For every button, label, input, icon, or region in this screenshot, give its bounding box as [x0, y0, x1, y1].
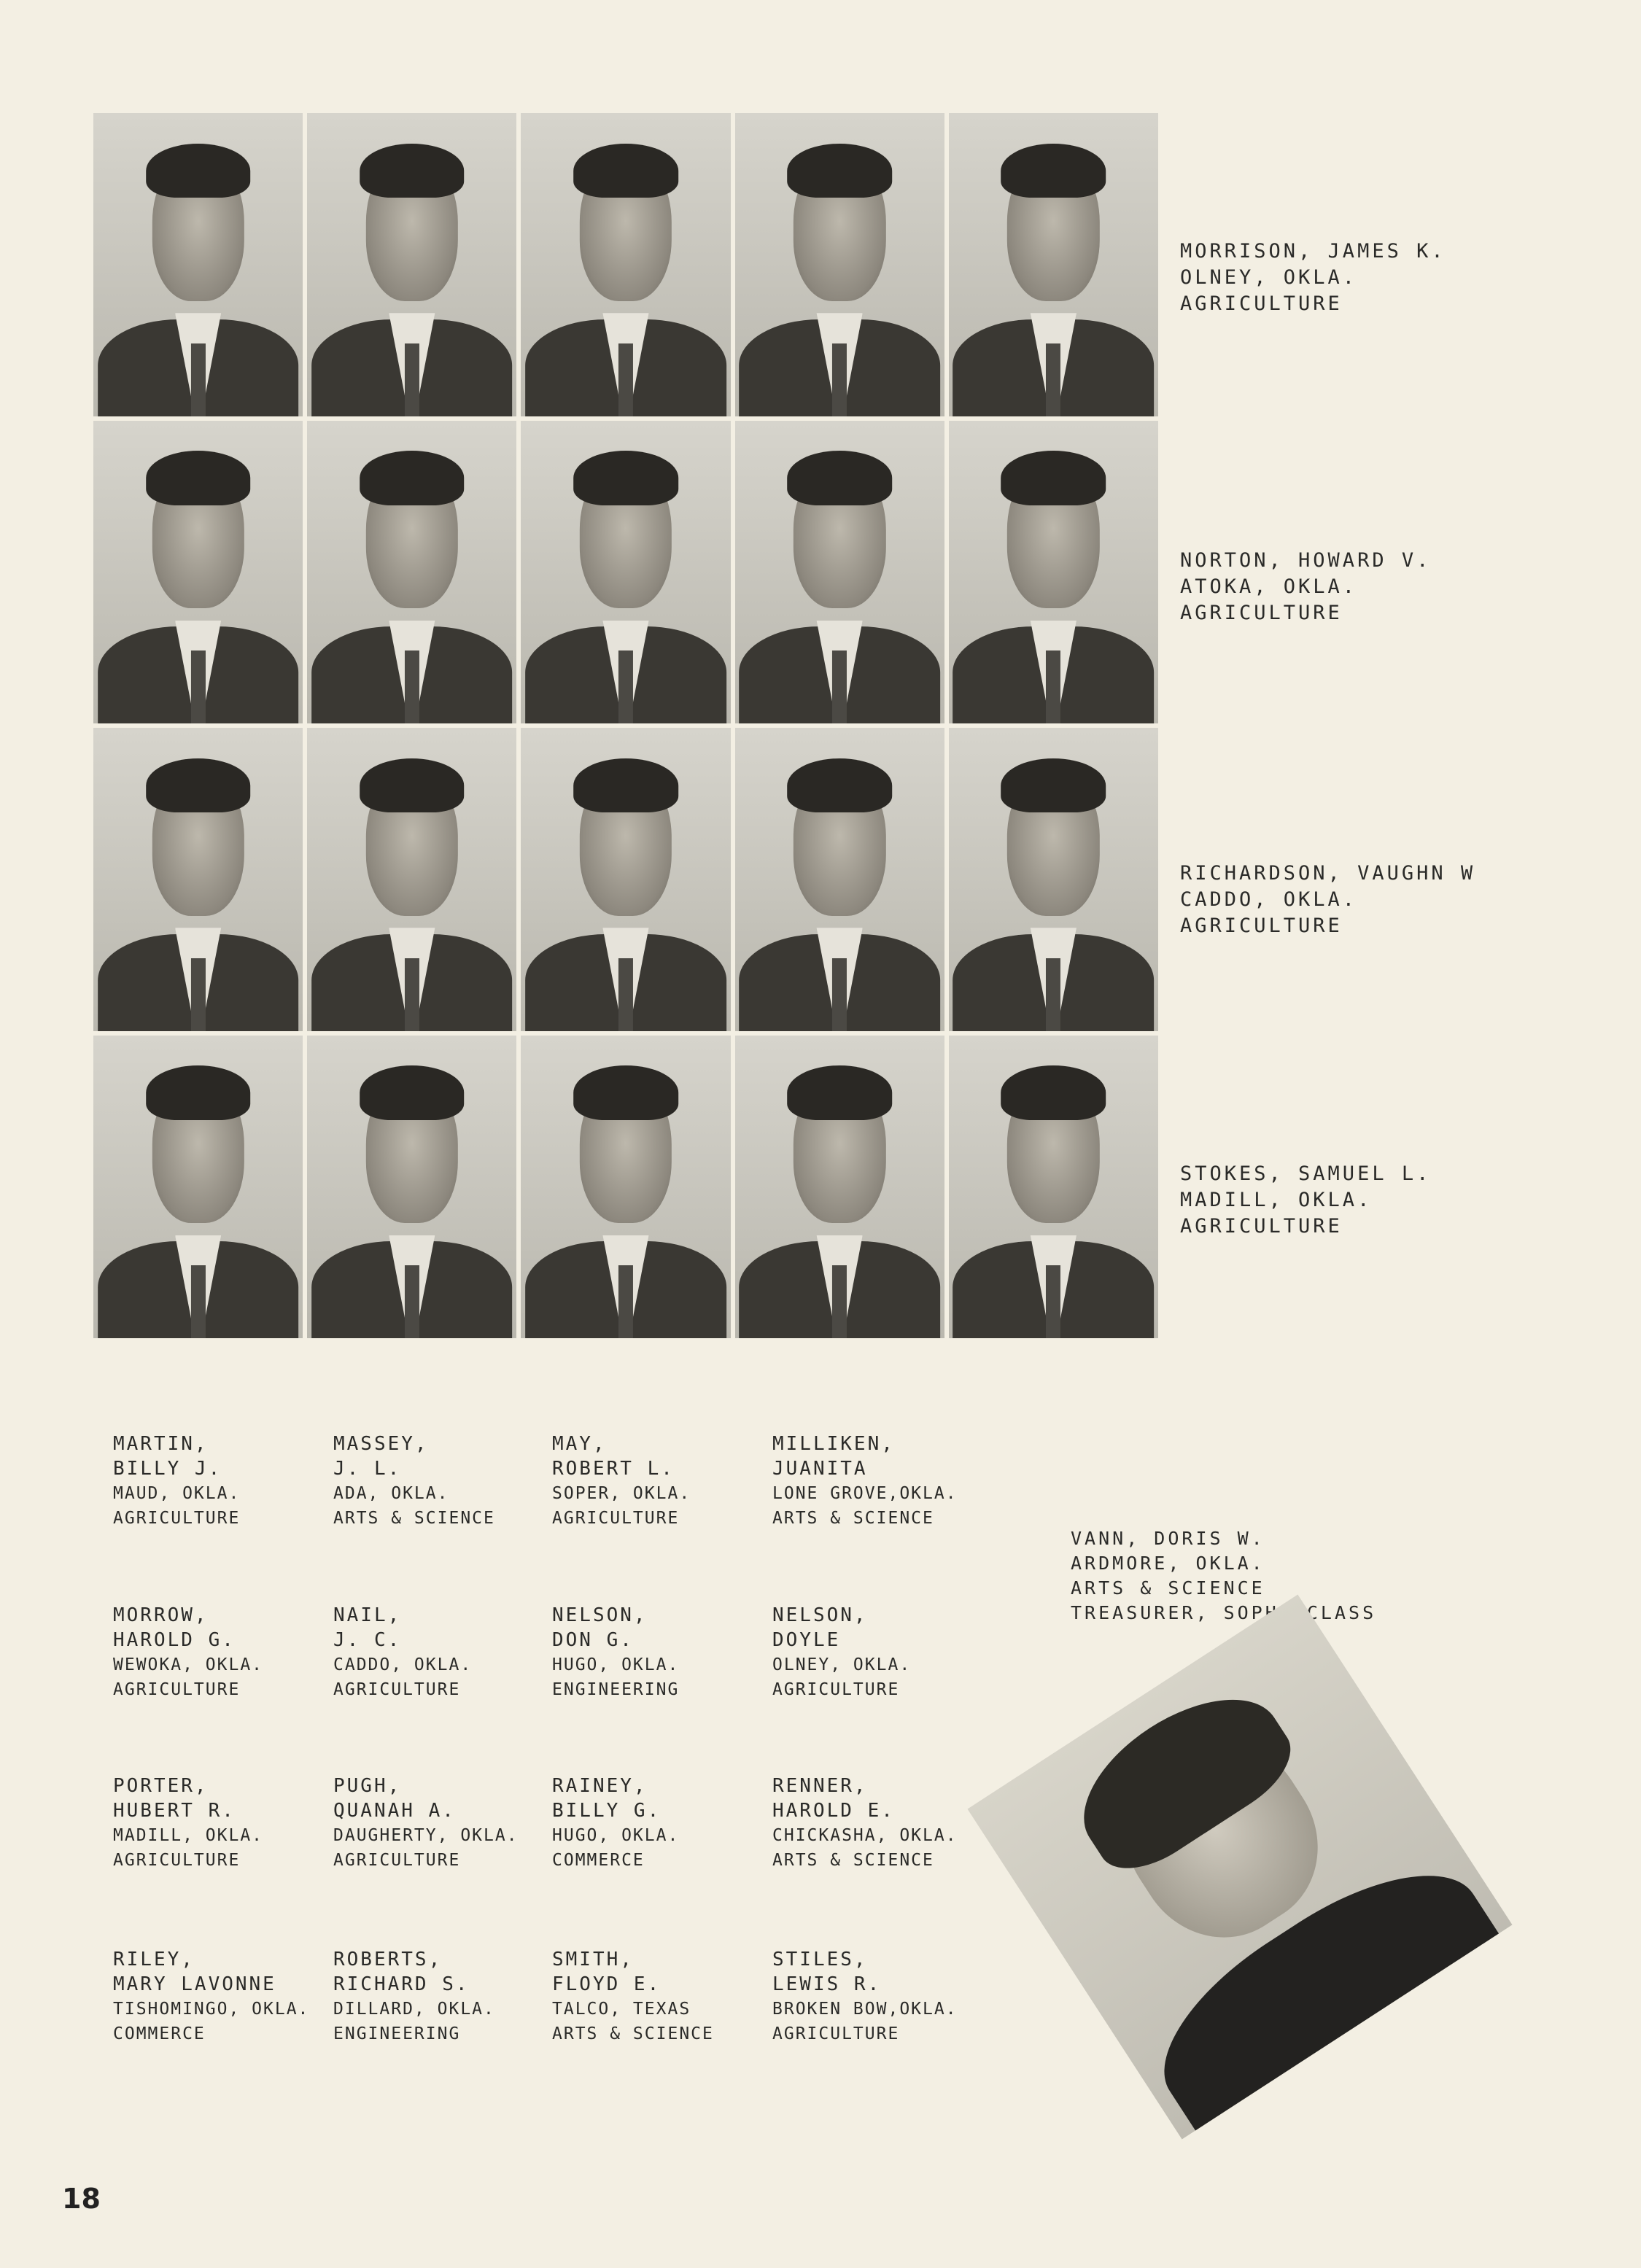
name-entry-last: PORTER,: [113, 1775, 209, 1797]
portrait-tie: [191, 958, 206, 1031]
name-entry: [772, 1774, 958, 1873]
name-entry-hometown: HUGO, OKLA.: [552, 1655, 680, 1674]
name-entry-hometown: LONE GROVE,OKLA.: [772, 1484, 958, 1503]
portrait-tie: [405, 343, 419, 416]
row-caption: [1180, 238, 1446, 317]
portrait-hair: [787, 451, 892, 505]
row-caption-name: MORRISON, JAMES K.: [1180, 240, 1446, 263]
portrait-photo: [949, 1036, 1158, 1339]
row-caption-field: AGRICULTURE: [1180, 292, 1343, 315]
portrait-hair: [360, 451, 465, 505]
name-entry-first: HUBERT R.: [113, 1800, 236, 1822]
name-entry-field: AGRICULTURE: [113, 1851, 241, 1870]
portrait-tie: [618, 958, 633, 1031]
name-entry-last: RAINEY,: [552, 1775, 648, 1797]
name-entry-hometown: SOPER, OKLA.: [552, 1484, 691, 1503]
row-caption-name: STOKES, SAMUEL L.: [1180, 1162, 1432, 1185]
portrait-photo: [307, 421, 516, 724]
portrait-photo: [735, 1036, 944, 1339]
row-caption-field: AGRICULTURE: [1180, 914, 1343, 937]
portrait-hair: [360, 758, 465, 813]
name-entry-first: FLOYD E.: [552, 1973, 662, 1995]
row-caption-name: RICHARDSON, VAUGHN W: [1180, 862, 1476, 885]
portrait-photo: [521, 113, 730, 416]
name-entry-last: STILES,: [772, 1949, 868, 1970]
portrait-tie: [191, 1265, 206, 1338]
name-entry-hometown: HUGO, OKLA.: [552, 1826, 680, 1845]
row-caption: [1180, 548, 1431, 626]
name-entry: [333, 1432, 495, 1531]
portrait-hair: [1001, 1065, 1106, 1120]
portrait-tie: [405, 958, 419, 1031]
portrait-tie: [1046, 343, 1060, 416]
portrait-tie: [1046, 1265, 1060, 1338]
portrait-tie: [191, 343, 206, 416]
name-entry: [333, 1603, 472, 1702]
portrait-hair: [146, 758, 251, 813]
name-entry-field: AGRICULTURE: [113, 1509, 241, 1528]
portrait-photo: [307, 728, 516, 1031]
featured-office: TREASURER, SOPH. CLASS: [1071, 1602, 1377, 1623]
name-entry-field: AGRICULTURE: [772, 2024, 900, 2043]
portrait-photo: [93, 728, 303, 1031]
name-entry: [113, 1603, 263, 1702]
name-entry-last: RILEY,: [113, 1949, 195, 1970]
featured-caption: [1071, 1526, 1376, 1626]
row-caption-field: AGRICULTURE: [1180, 602, 1343, 624]
name-entry-first: J. L.: [333, 1458, 402, 1480]
name-entry-field: ARTS & SCIENCE: [552, 2024, 714, 2043]
featured-hometown: ARDMORE, OKLA.: [1071, 1553, 1265, 1574]
name-entry-first: LEWIS R.: [772, 1973, 882, 1995]
portrait-photo: [735, 728, 944, 1031]
portrait-hair: [146, 144, 251, 198]
page-number: 18: [62, 2183, 101, 2215]
portrait-tie: [832, 1265, 847, 1338]
row-caption-hometown: MADILL, OKLA.: [1180, 1189, 1373, 1211]
name-entry-last: MARTIN,: [113, 1433, 209, 1455]
name-entry-last: MORROW,: [113, 1604, 209, 1626]
name-entry-field: AGRICULTURE: [772, 1680, 900, 1699]
row-caption: [1180, 1161, 1431, 1240]
portrait-photo: [307, 1036, 516, 1339]
name-entry: [552, 1774, 679, 1873]
featured-portrait: [968, 1595, 1513, 2140]
name-entry-first: DON G.: [552, 1629, 634, 1651]
portrait-tie: [405, 1265, 419, 1338]
row-caption: [1180, 861, 1475, 939]
portrait-tie: [1046, 958, 1060, 1031]
row-caption-hometown: ATOKA, OKLA.: [1180, 575, 1358, 598]
name-entry-first: BILLY J.: [113, 1458, 222, 1480]
portrait-hair: [360, 1065, 465, 1120]
name-entry-field: ARTS & SCIENCE: [333, 1509, 495, 1528]
portrait-hair: [573, 144, 678, 198]
portrait-tie: [832, 651, 847, 723]
name-entry-hometown: TISHOMINGO, OKLA.: [113, 2000, 310, 2019]
name-entry-last: NELSON,: [772, 1604, 868, 1626]
name-entry-hometown: OLNEY, OKLA.: [772, 1655, 912, 1674]
featured-field: ARTS & SCIENCE: [1071, 1577, 1265, 1599]
portrait-photo: [735, 421, 944, 724]
portrait-hair: [146, 451, 251, 505]
name-entry-last: RENNER,: [772, 1775, 868, 1797]
portrait-grid: [93, 113, 1158, 1338]
portrait-hair: [787, 758, 892, 813]
name-entry-hometown: TALCO, TEXAS: [552, 2000, 691, 2019]
name-entry-hometown: CADDO, OKLA.: [333, 1655, 473, 1674]
name-entry-field: ENGINEERING: [333, 2024, 461, 2043]
name-entry-field: COMMERCE: [552, 1851, 645, 1870]
name-entry-first: HAROLD E.: [772, 1800, 895, 1822]
portrait-hair: [360, 144, 465, 198]
name-entry-hometown: WEWOKA, OKLA.: [113, 1655, 264, 1674]
portrait-hair: [1001, 451, 1106, 505]
portrait-hair: [146, 1065, 251, 1120]
portrait-hair: [787, 1065, 892, 1120]
name-entry-first: J. C.: [333, 1629, 402, 1651]
featured-name: VANN, DORIS W.: [1071, 1528, 1265, 1549]
portrait-photo: [949, 728, 1158, 1031]
name-entry-last: SMITH,: [552, 1949, 634, 1970]
name-entry-hometown: MADILL, OKLA.: [113, 1826, 264, 1845]
portrait-photo: [93, 113, 303, 416]
portrait-hair: [787, 144, 892, 198]
name-entry: [333, 1947, 495, 2046]
name-entry: [772, 1947, 958, 2046]
name-entry-first: MARY LAVONNE: [113, 1973, 276, 1995]
portrait-hair: [573, 1065, 678, 1120]
name-entry-last: PUGH,: [333, 1775, 402, 1797]
name-entry-last: MAY,: [552, 1433, 607, 1455]
portrait-photo: [521, 1036, 730, 1339]
name-entry: [772, 1603, 911, 1702]
name-entry-hometown: ADA, OKLA.: [333, 1484, 449, 1503]
name-entry-first: DOYLE: [772, 1629, 841, 1651]
name-entry-field: AGRICULTURE: [552, 1509, 680, 1528]
portrait-photo: [93, 1036, 303, 1339]
name-entry: [113, 1947, 309, 2046]
name-entry-hometown: CHICKASHA, OKLA.: [772, 1826, 958, 1845]
portrait-photo: [93, 421, 303, 724]
portrait-photo: [521, 728, 730, 1031]
name-entry: [552, 1947, 714, 2046]
portrait-tie: [1046, 651, 1060, 723]
portrait-hair: [573, 451, 678, 505]
portrait-photo: [307, 113, 516, 416]
name-entry-last: MILLIKEN,: [772, 1433, 895, 1455]
portrait-tie: [832, 958, 847, 1031]
name-entry-field: ARTS & SCIENCE: [772, 1851, 934, 1870]
name-entry-last: ROBERTS,: [333, 1949, 443, 1970]
name-entry: [333, 1774, 519, 1873]
portrait-tie: [618, 1265, 633, 1338]
portrait-photo: [949, 421, 1158, 724]
portrait-tie: [191, 651, 206, 723]
name-entry-first: BILLY G.: [552, 1800, 662, 1822]
name-entry: [552, 1432, 691, 1531]
name-entry-last: NELSON,: [552, 1604, 648, 1626]
name-entry: [552, 1603, 679, 1702]
portrait-hair: [1001, 144, 1106, 198]
name-entry-hometown: DAUGHERTY, OKLA.: [333, 1826, 519, 1845]
name-entry: [772, 1432, 958, 1531]
name-entry-field: ARTS & SCIENCE: [772, 1509, 934, 1528]
name-entry: [113, 1774, 263, 1873]
name-entry-field: ENGINEERING: [552, 1680, 680, 1699]
name-entry-last: NAIL,: [333, 1604, 402, 1626]
name-entry-hometown: BROKEN BOW,OKLA.: [772, 2000, 958, 2019]
name-entry-first: HAROLD G.: [113, 1629, 236, 1651]
name-entry: [113, 1432, 240, 1531]
name-entry-hometown: DILLARD, OKLA.: [333, 2000, 495, 2019]
portrait-hair: [573, 758, 678, 813]
portrait-tie: [618, 343, 633, 416]
name-entry-field: AGRICULTURE: [333, 1851, 461, 1870]
name-entry-first: ROBERT L.: [552, 1458, 675, 1480]
portrait-photo: [735, 113, 944, 416]
name-entry-field: COMMERCE: [113, 2024, 206, 2043]
name-entry-first: JUANITA: [772, 1458, 868, 1480]
portrait-tie: [405, 651, 419, 723]
row-caption-hometown: CADDO, OKLA.: [1180, 888, 1358, 911]
name-entry-field: AGRICULTURE: [113, 1680, 241, 1699]
row-caption-hometown: OLNEY, OKLA.: [1180, 266, 1358, 289]
name-entry-field: AGRICULTURE: [333, 1680, 461, 1699]
row-caption-name: NORTON, HOWARD V.: [1180, 549, 1432, 572]
portrait-photo: [521, 421, 730, 724]
portrait-tie: [832, 343, 847, 416]
name-entry-last: MASSEY,: [333, 1433, 429, 1455]
row-caption-field: AGRICULTURE: [1180, 1215, 1343, 1238]
name-entry-first: QUANAH A.: [333, 1800, 456, 1822]
name-entry-hometown: MAUD, OKLA.: [113, 1484, 241, 1503]
name-entry-first: RICHARD S.: [333, 1973, 470, 1995]
portrait-hair: [1001, 758, 1106, 813]
portrait-tie: [618, 651, 633, 723]
portrait-photo: [949, 113, 1158, 416]
